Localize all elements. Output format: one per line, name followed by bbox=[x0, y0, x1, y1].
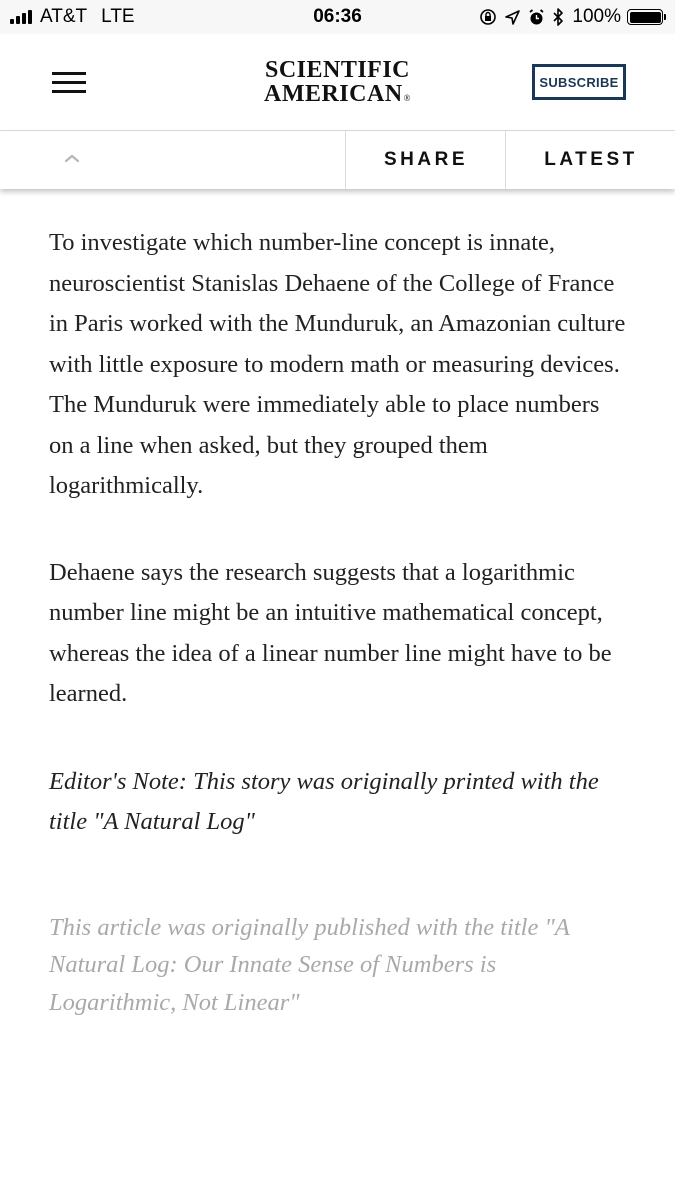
carrier-name: AT&T bbox=[40, 6, 88, 27]
location-arrow-icon bbox=[505, 10, 520, 25]
subscribe-button[interactable]: SUBSCRIBE bbox=[532, 64, 626, 100]
article-paragraph: Dehaene says the research suggests that a logarithmic number line might be an intuitive mathematical concept, whereas the idea of a linear number line might have to be learned. bbox=[49, 558, 612, 707]
original-publication-note: This article was originally published with the title "A Natural Log: Our Innate Sense of Numbers is Logarithmic, Not Linear" bbox=[49, 913, 570, 1016]
battery-level bbox=[630, 12, 661, 23]
editor-note: Editor's Note: This story was originally printed with the title "A Natural Log" bbox=[49, 767, 599, 835]
battery-percent: 100% bbox=[572, 6, 621, 27]
logo-line-2-text: AMERICAN bbox=[263, 81, 403, 107]
battery-icon bbox=[627, 9, 663, 25]
registered-mark: ® bbox=[403, 93, 411, 103]
screen-rotation-lock-icon bbox=[479, 8, 497, 26]
article-body bbox=[49, 223, 629, 1021]
scroll-to-top-button[interactable] bbox=[0, 131, 345, 189]
logo-line-1: SCIENTIFIC bbox=[264, 57, 411, 83]
status-bar bbox=[0, 0, 675, 34]
article-action-bar bbox=[0, 131, 675, 189]
bluetooth-icon bbox=[553, 8, 564, 26]
network-type: LTE bbox=[101, 6, 135, 27]
status-right bbox=[479, 6, 663, 28]
site-header bbox=[0, 34, 675, 131]
latest-button[interactable]: LATEST bbox=[505, 131, 675, 189]
alarm-icon bbox=[528, 9, 545, 26]
chevron-up-icon bbox=[64, 153, 80, 163]
status-time: 06:36 bbox=[313, 6, 362, 27]
share-button[interactable]: SHARE bbox=[345, 131, 506, 189]
article-paragraph: To investigate which number-line concept is innate, neuroscientist Stanislas Dehaene of the College of France in Paris worked with the Munduruk, an Amazonian culture with little exposure to modern math or measuring devices. The Munduruk were immediately able to place numbers on a line when asked, but they grouped them logarithmically. bbox=[49, 229, 626, 499]
